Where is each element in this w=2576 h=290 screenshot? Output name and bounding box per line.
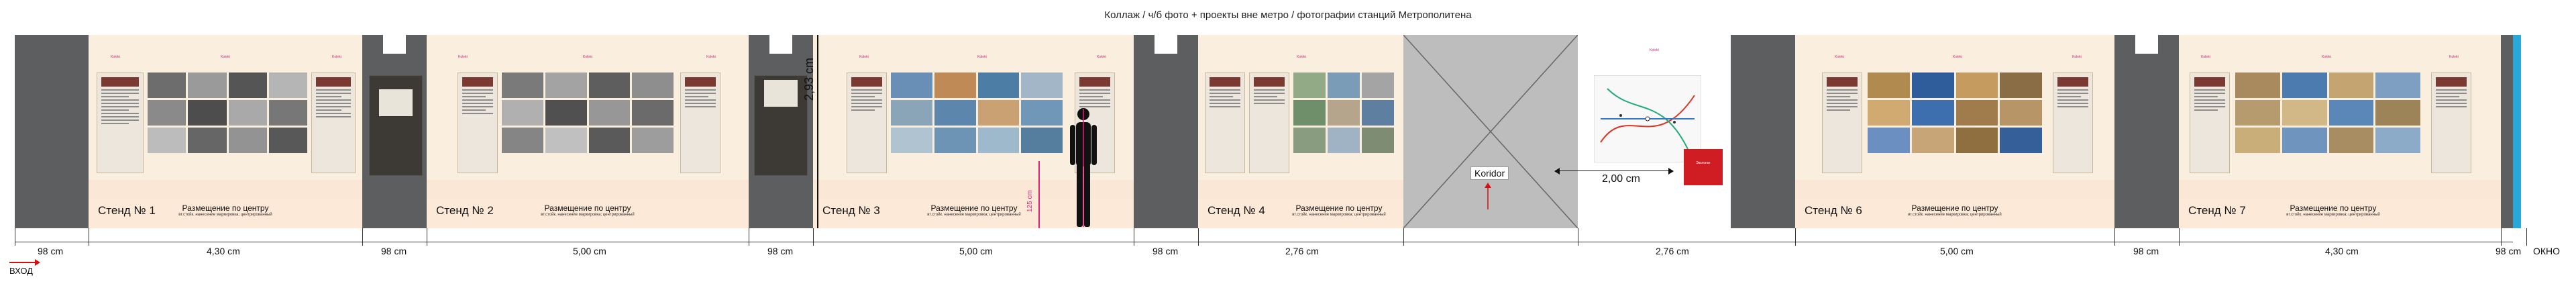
text-column xyxy=(458,72,498,173)
stand-heading: Kolekt xyxy=(1953,55,1962,59)
stand-heading: Kolekt xyxy=(583,55,592,59)
stand-1 xyxy=(89,35,362,228)
tick xyxy=(1795,228,1796,246)
stand-heading: Kolekt xyxy=(2449,55,2459,59)
stand-label: Стенд № 1 xyxy=(98,204,156,217)
pillar-notch xyxy=(769,35,792,54)
text-column xyxy=(2190,72,2230,173)
pillar xyxy=(1134,35,1198,228)
figure-height-label: 125 cm xyxy=(1026,190,1034,212)
photo-grid xyxy=(502,72,674,153)
dimension-label: 2,76 cm xyxy=(1656,246,1689,256)
placement-note: Размещение по центру вт.стойк. нанесение маркировка; центрированный xyxy=(2286,203,2380,217)
portrait-panel xyxy=(369,75,423,176)
photo-grid xyxy=(1293,72,1394,153)
stand-4 xyxy=(1198,35,1403,228)
stand-heading: Kolekt xyxy=(977,55,987,59)
stand-heading: Kolekt xyxy=(859,55,869,59)
stand5-width-label: 2,00 cm xyxy=(1602,173,1640,185)
stand-heading: Kolekt xyxy=(1835,55,1844,59)
stand-label: Стенд № 3 xyxy=(822,204,880,217)
tick xyxy=(362,228,363,246)
dimension-label: 5,00 cm xyxy=(959,246,993,256)
dimension-label: 2,76 cm xyxy=(1285,246,1319,256)
stand-2 xyxy=(427,35,749,228)
dimension-label: 98 cm xyxy=(767,246,794,256)
figure-height-line xyxy=(1038,161,1040,228)
human-figure-icon xyxy=(1067,106,1100,228)
tick xyxy=(1198,228,1199,246)
dimension-label: 98 cm xyxy=(2133,246,2159,256)
pillar xyxy=(2501,35,2513,228)
text-column xyxy=(2053,72,2093,173)
stand-heading: Kolekt xyxy=(1297,55,1306,59)
stand-label: Стенд № 6 xyxy=(1805,204,1862,217)
window-ramp xyxy=(2513,35,2521,228)
tick xyxy=(2114,228,2115,246)
pillar xyxy=(2114,35,2179,228)
text-column xyxy=(97,72,144,173)
stand-heading: Kolekt xyxy=(1097,55,1106,59)
stand-label: Стенд № 7 xyxy=(2188,204,2246,217)
text-column xyxy=(2431,72,2471,173)
stand-heading: Kolekt xyxy=(111,55,120,59)
height-dimension-label: 2,93 cm xyxy=(802,57,816,101)
page-title: Коллаж / ч/б фото + проекты вне метро / фотографии станций Метрополитена xyxy=(1104,9,1472,21)
stand-heading: Kolekt xyxy=(221,55,230,59)
pillar-notch xyxy=(1155,35,1177,54)
text-column xyxy=(1205,72,1245,173)
stand-heading: Kolekt xyxy=(2322,55,2331,59)
pillar-notch xyxy=(383,35,406,54)
text-column xyxy=(680,72,720,173)
pillar xyxy=(1731,35,1795,228)
text-column xyxy=(311,72,356,173)
text-column xyxy=(1822,72,1862,173)
photo-grid xyxy=(1868,72,2042,153)
entry-label: ВХОД xyxy=(9,266,33,276)
window-label: ОКНО xyxy=(2533,246,2561,256)
stand-label: Стенд № 2 xyxy=(436,204,494,217)
pillar-notch xyxy=(2135,35,2158,54)
placement-note: Размещение по центру вт.стойк. нанесение маркировка; центрированный xyxy=(541,203,635,217)
photo-grid xyxy=(2235,72,2420,153)
corridor-label: Koridor xyxy=(1470,166,1509,180)
placement-note: Размещение по центру вт.стойк. нанесение маркировка; центрированный xyxy=(1292,203,1386,217)
photo-grid xyxy=(891,72,1063,153)
photo-grid xyxy=(148,72,307,153)
pillar xyxy=(15,35,89,228)
placement-note: Размещение по центру вт.стойк. нанесение маркировка; центрированный xyxy=(178,203,272,217)
tick xyxy=(813,228,814,246)
arrow-up-icon xyxy=(1484,183,1492,209)
dimension-label: 98 cm xyxy=(1152,246,1179,256)
dimension-label: 98 cm xyxy=(2496,246,2522,256)
stand-heading: Kolekt xyxy=(458,55,468,59)
portrait-panel xyxy=(754,75,808,176)
stand-label: Стенд № 4 xyxy=(1208,204,1265,217)
tick xyxy=(1403,228,1404,246)
stand-heading: Kolekt xyxy=(706,55,716,59)
text-column xyxy=(1249,72,1289,173)
placement-note: Размещение по центру вт.стойк. нанесение маркировка; центрированный xyxy=(1908,203,2002,217)
stand-heading: Kolekt xyxy=(332,55,341,59)
tick xyxy=(2179,228,2180,246)
stand-6 xyxy=(1795,35,2114,228)
dimension-label: 5,00 cm xyxy=(1940,246,1974,256)
stand-heading: Kolekt xyxy=(2072,55,2082,59)
stand-heading: Kolekt xyxy=(2201,55,2210,59)
entry-arrow-icon xyxy=(9,262,36,263)
stand-5 xyxy=(1578,35,1731,228)
dimension-label: 98 cm xyxy=(381,246,407,256)
placement-note: Размещение по центру вт.стойк. нанесение маркировка; центрированный xyxy=(927,203,1021,217)
dimension-label: 4,30 cm xyxy=(207,246,240,256)
stand-heading: Kolekt xyxy=(1650,48,1659,52)
stand-7 xyxy=(2179,35,2501,228)
red-exhibit-box: Экспонат xyxy=(1684,149,1723,185)
text-column xyxy=(847,72,887,173)
tick xyxy=(2526,228,2527,246)
dimension-label: 98 cm xyxy=(38,246,64,256)
tick xyxy=(2501,228,2502,246)
dimension-label: 4,30 cm xyxy=(2325,246,2359,256)
dimension-label: 5,00 cm xyxy=(573,246,606,256)
height-dimension-line xyxy=(817,35,818,228)
